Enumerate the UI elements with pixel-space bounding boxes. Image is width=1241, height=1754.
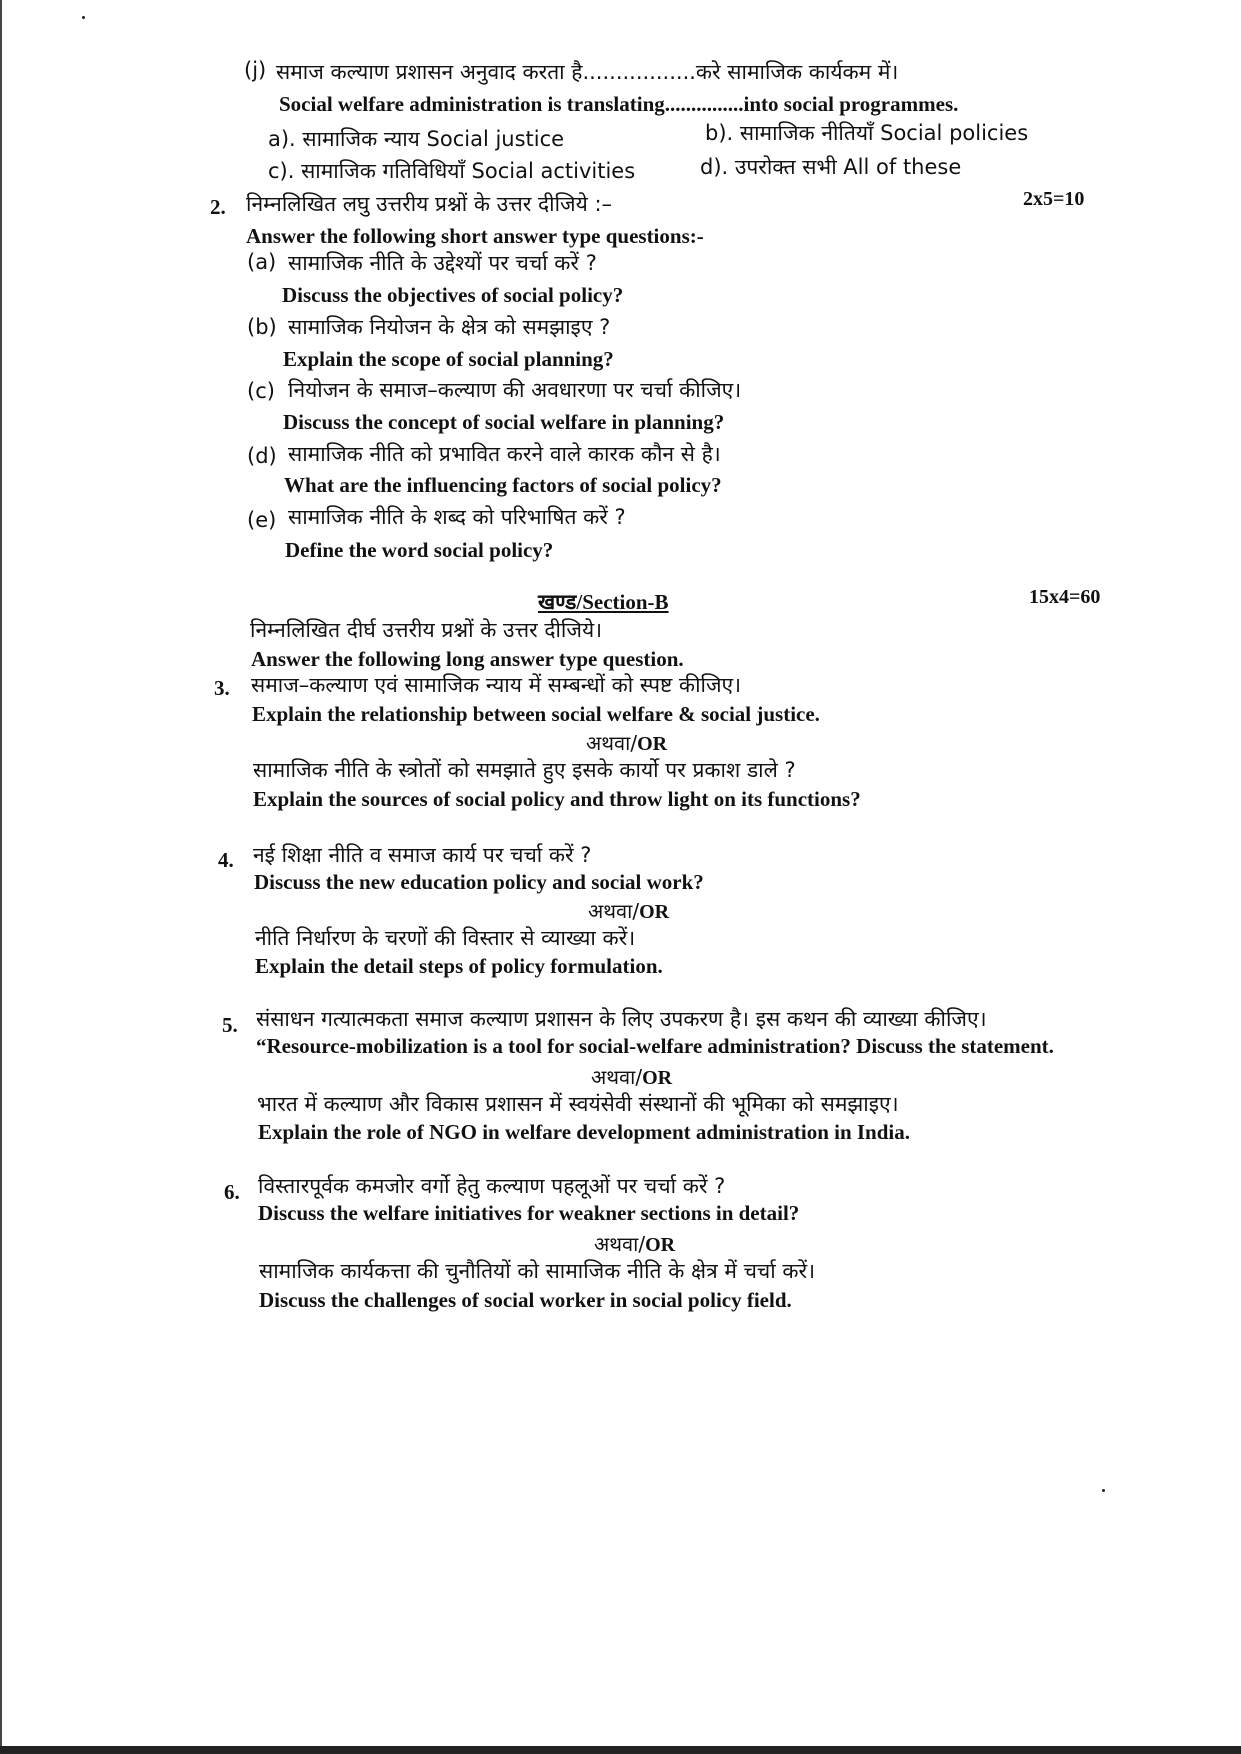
or-english: OR bbox=[639, 901, 670, 923]
marks-label: 15x4=60 bbox=[1029, 586, 1101, 608]
subquestion-english: What are the influencing factors of social policy? bbox=[284, 473, 722, 497]
section-instruction-english: Answer the following long answer type question. bbox=[251, 647, 684, 671]
question-number: 3. bbox=[214, 676, 230, 700]
subquestion-english: Discuss the objectives of social policy? bbox=[282, 283, 624, 307]
section-title: खण्ड/Section-B bbox=[538, 590, 669, 614]
question-number: 2. bbox=[210, 195, 226, 219]
question-hindi: समाज–कल्याण एवं सामाजिक न्याय में सम्बन्धों को स्पष्ट कीजिए। bbox=[251, 673, 742, 697]
question-label: (j) bbox=[244, 58, 267, 82]
subquestion-hindi: सामाजिक नीति के उद्देश्यों पर चर्चा करें ? bbox=[288, 251, 597, 275]
subquestion-english: Define the word social policy? bbox=[285, 538, 554, 562]
question-number: 5. bbox=[222, 1013, 238, 1037]
alt-question-hindi: सामाजिक कार्यकत्ता की चुनौतियों को सामाजिक नीति के क्षेत्र में चर्चा करें। bbox=[259, 1259, 816, 1283]
question-english: Discuss the welfare initiatives for weakner sections in detail? bbox=[258, 1201, 800, 1225]
or-hindi: अथवा/ bbox=[588, 899, 640, 923]
subquestion-label: (e) bbox=[247, 508, 277, 532]
alt-question-english: Explain the sources of social policy and throw light on its functions? bbox=[253, 787, 861, 811]
or-separator bbox=[591, 1063, 672, 1090]
or-english: OR bbox=[637, 733, 668, 755]
or-separator bbox=[594, 1230, 675, 1257]
subquestion-hindi: नियोजन के समाज–कल्याण की अवधारणा पर चर्चा कीजिए। bbox=[288, 378, 742, 402]
question-hindi: विस्तारपूर्वक कमजोर वर्गो हेतु कल्याण पहलूओं पर चर्चा करें ? bbox=[258, 1174, 726, 1198]
question-hindi: संसाधन गत्यात्मकता समाज कल्याण प्रशासन के लिए उपकरण है। इस कथन की व्याख्या कीजिए। bbox=[256, 1007, 987, 1031]
question-number: 4. bbox=[218, 848, 234, 872]
alt-question-hindi: सामाजिक नीति के स्त्रोतों को समझाते हुए इसके कार्यो पर प्रकाश डाले ? bbox=[253, 758, 796, 782]
option-b: b). सामाजिक नीतियाँ Social policies bbox=[705, 121, 1029, 145]
alt-question-hindi: नीति निर्धारण के चरणों की विस्तार से व्याख्या करें। bbox=[255, 926, 636, 950]
or-hindi: अथवा/ bbox=[591, 1065, 643, 1089]
subquestion-label: (b) bbox=[247, 315, 277, 339]
question-english: Discuss the new education policy and social work? bbox=[254, 870, 704, 894]
subquestion-label: (a) bbox=[247, 250, 277, 274]
scan-edge-left bbox=[0, 0, 2, 1754]
option-d: d). उपरोक्त सभी All of these bbox=[700, 155, 962, 179]
subquestion-english: Explain the scope of social planning? bbox=[283, 347, 614, 371]
section-instruction-hindi: निम्नलिखित दीर्घ उत्तरीय प्रश्नों के उत्तर दीजिये। bbox=[250, 618, 603, 642]
or-english: OR bbox=[642, 1067, 673, 1089]
marks-label: 2x5=10 bbox=[1023, 188, 1085, 210]
subquestion-label: (c) bbox=[247, 379, 275, 403]
subquestion-english: Discuss the concept of social welfare in planning? bbox=[283, 410, 725, 434]
or-separator bbox=[586, 729, 667, 756]
question-english: Answer the following short answer type questions:- bbox=[246, 224, 704, 248]
subquestion-hindi: सामाजिक नियोजन के क्षेत्र को समझाइए ? bbox=[288, 315, 611, 339]
scan-speck bbox=[1102, 1489, 1105, 1492]
or-hindi: अथवा/ bbox=[586, 731, 638, 755]
question-english: “Resource-mobilization is a tool for social-welfare administration? Discuss the statement. bbox=[256, 1034, 1054, 1058]
question-english: Explain the relationship between social welfare & social justice. bbox=[252, 702, 820, 726]
scan-edge-bottom bbox=[0, 1746, 1241, 1754]
subquestion-label: (d) bbox=[247, 444, 277, 468]
alt-question-english: Discuss the challenges of social worker in social policy field. bbox=[259, 1288, 792, 1312]
option-c: c). सामाजिक गतिविधियाँ Social activities bbox=[268, 159, 636, 183]
alt-question-english: Explain the role of NGO in welfare development administration in India. bbox=[258, 1120, 911, 1144]
question-hindi: समाज कल्याण प्रशासन अनुवाद करता है.................करे सामाजिक कार्यकम में। bbox=[276, 60, 899, 84]
alt-question-english: Explain the detail steps of policy formulation. bbox=[255, 954, 663, 978]
question-hindi: निम्नलिखित लघु उत्तरीय प्रश्नों के उत्तर दीजिये :– bbox=[246, 192, 613, 216]
or-english: OR bbox=[645, 1234, 676, 1256]
scan-speck bbox=[82, 16, 85, 19]
alt-question-hindi: भारत में कल्याण और विकास प्रशासन में स्वयंसेवी संस्थानों की भूमिका को समझाइए। bbox=[257, 1092, 899, 1116]
subquestion-hindi: सामाजिक नीति को प्रभावित करने वाले कारक कौन से है। bbox=[288, 442, 721, 466]
question-english: Social welfare administration is translating...............into social programmes. bbox=[279, 92, 959, 116]
question-hindi: नई शिक्षा नीति व समाज कार्य पर चर्चा करें ? bbox=[253, 843, 592, 867]
subquestion-hindi: सामाजिक नीति के शब्द को परिभाषित करें ? bbox=[288, 505, 626, 529]
or-separator bbox=[588, 897, 669, 924]
or-hindi: अथवा/ bbox=[594, 1232, 646, 1256]
question-number: 6. bbox=[224, 1180, 240, 1204]
option-a: a). सामाजिक न्याय Social justice bbox=[268, 127, 565, 151]
